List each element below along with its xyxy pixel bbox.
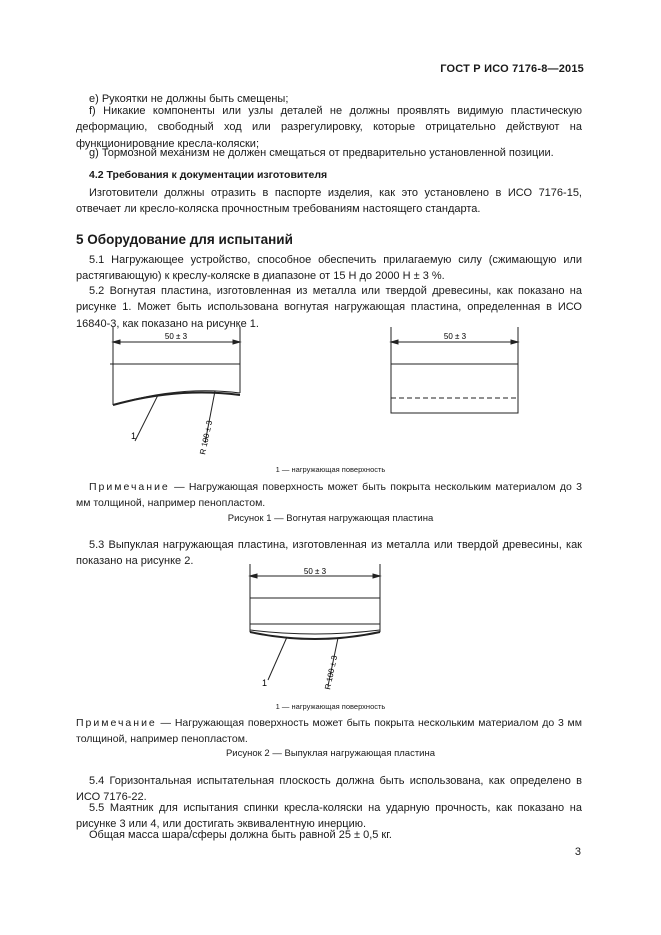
fig2-callout-number: 1 (262, 678, 268, 688)
fig1-left-arrow-l (113, 340, 120, 344)
figure-1-caption: Рисунок 1 — Вогнутая нагружающая пластина (227, 513, 434, 524)
fig2-radius-label: R 100 ± 3 (323, 654, 340, 691)
paragraph-5-1: 5.1 Нагружающее устройство, способное обеспечить прилагаемую силу (сжимающую или растягивающую) к креслу-коляске в диапазоне от 15 Н до 2000 Н ± 3 %. (76, 254, 582, 283)
fig1-callout-number: 1 (131, 431, 137, 441)
figure-2-caption: Рисунок 2 — Выпуклая нагружающая пластина (225, 748, 436, 759)
paragraph-5-2: 5.2 Вогнутая пластина, изготовленная из металла или твердой древесины, как показано на рисунке 1. Может быть использована вогнутая нагружающая пластина, определенная в ИСО 16840-3, как показано на рисунке 1. (76, 285, 582, 330)
fig1-left-concave-surface (113, 393, 240, 405)
fig1-left-arrow-r (233, 340, 240, 344)
figure-1-note: Примечание — Нагружающая поверхность может быть покрыта нескольким материалом до 3 мм толщиной, например пенопластом. (76, 481, 582, 509)
paragraph-5-5: 5.5 Маятник для испытания спинки кресла-коляски на ударную прочность, как показано на рисунке 3 или 4, или достигать эквивалентную инерцию. (76, 802, 582, 831)
fig1-radius-label: R 100 ± 3 (198, 419, 215, 456)
paragraph-5-5-mass: Общая масса шара/сферы должна быть равной 25 ± 0,5 кг. (89, 829, 392, 841)
figure-1-legend: 1 — нагружающая поверхность (275, 465, 386, 474)
fig2-convex-surface (250, 632, 380, 639)
paragraph-5-3: 5.3 Выпуклая нагружающая пластина, изготовленная из металла или твердой древесины, как показано на рисунке 2. (76, 539, 582, 568)
fig1-dim-right-label: 50 ± 3 (443, 332, 467, 341)
figure-1-drawing (0, 325, 661, 465)
paragraph-5-4: 5.4 Горизонтальная испытательная плоскость должна быть использована, как определено в ИСО 7176-22. (76, 775, 582, 804)
page-number: 3 (574, 846, 581, 858)
list-item-g: g) Тормозной механизм не должен смещаться от предварительно установленной позиции. (89, 147, 554, 159)
figure-2-legend: 1 — нагружающая поверхность (275, 702, 386, 711)
fig2-convex-inner (250, 630, 380, 634)
list-item-f: f) Никакие компоненты или узлы деталей не должны проявлять видимую пластическую деформацию, свободный ход или разрегулировку, которые отрицательно действуют на функционирование кресла-коляски; (76, 105, 582, 150)
figure-2-drawing (0, 562, 661, 702)
fig1-dim-left-label: 50 ± 3 (164, 332, 188, 341)
section-4-2-heading: 4.2 Требования к документации изготовителя (89, 169, 328, 181)
section-4-2-text: Изготовители должны отразить в паспорте изделия, как это установлено в ИСО 7176-15, отвечает ли кресло-коляска прочностным требованиям настоящего стандарта. (76, 187, 582, 216)
fig1-callout-leader (135, 395, 158, 441)
fig1-right-body (391, 364, 518, 413)
figure-2-note: Примечание — Нагружающая поверхность может быть покрыта нескольким материалом до 3 мм толщиной, например пенопластом. (76, 717, 582, 745)
list-item-e: е) Рукоятки не должны быть смещены; (89, 93, 289, 105)
section-5-heading: 5 Оборудование для испытаний (76, 232, 293, 247)
document-header: ГОСТ Р ИСО 7176-8—2015 (440, 63, 584, 75)
fig2-dim-label: 50 ± 3 (303, 567, 327, 576)
fig2-callout-leader (268, 637, 287, 680)
